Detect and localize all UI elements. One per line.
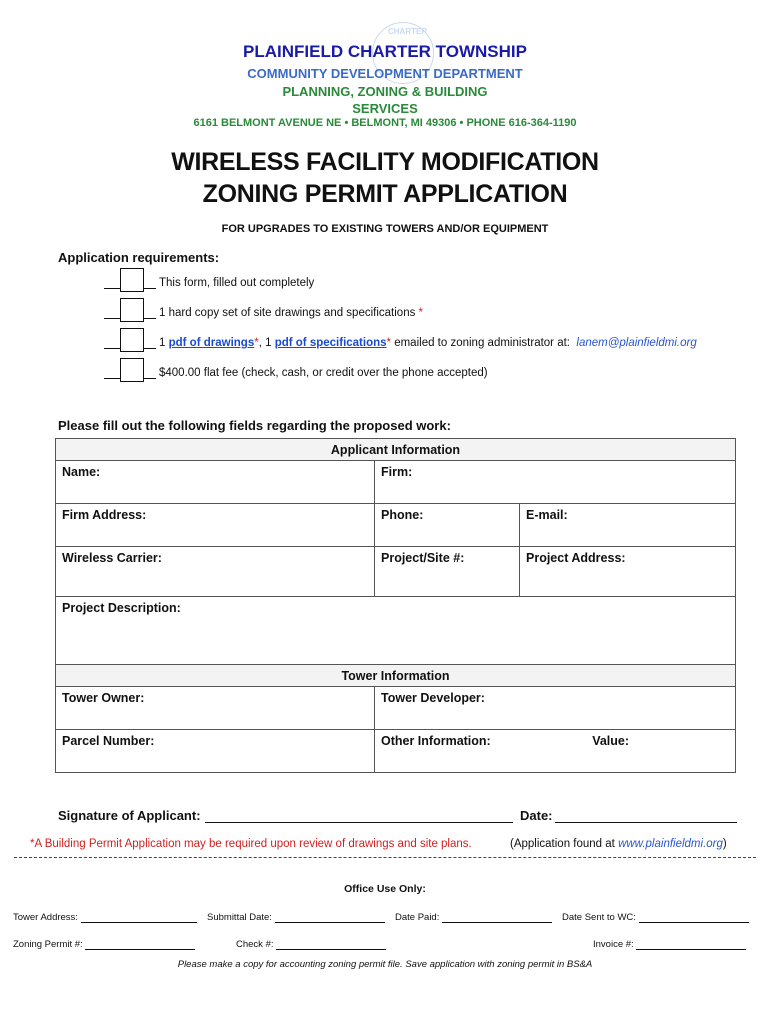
tower-address-label: Tower Address: xyxy=(13,912,78,923)
note2-post: ) xyxy=(722,838,727,850)
date-line[interactable] xyxy=(555,822,737,823)
req3-pre: 1 xyxy=(159,337,166,349)
date-paid-label: Date Paid: xyxy=(395,912,440,923)
requirement-checkbox-hardcopy[interactable] xyxy=(120,298,144,322)
page-subtitle: FOR UPGRADES TO EXISTING TOWERS AND/OR EQUIPMENT xyxy=(221,223,549,235)
wireless-carrier-field[interactable]: Wireless Carrier: xyxy=(56,547,375,597)
project-address-field[interactable]: Project Address: xyxy=(520,547,736,597)
title-line2: ZONING PERMIT APPLICATION xyxy=(202,180,568,208)
dept-name: COMMUNITY DEVELOPMENT DEPARTMENT xyxy=(247,66,523,81)
firm-field[interactable]: Firm: xyxy=(375,461,736,504)
tower-info-header: Tower Information xyxy=(56,665,736,687)
email-field[interactable]: E-mail: xyxy=(520,504,736,547)
requirement-checkbox-fee[interactable] xyxy=(120,358,144,382)
website-link[interactable]: www.plainfieldmi.org xyxy=(618,838,723,850)
requirement-text xyxy=(159,337,697,349)
applicant-info-header: Applicant Information xyxy=(56,439,736,461)
office-submittal-date xyxy=(207,912,385,923)
office-date-sent xyxy=(562,912,749,923)
office-tower-address xyxy=(13,912,197,923)
name-field[interactable]: Name: xyxy=(56,461,375,504)
tower-address-line[interactable] xyxy=(81,912,197,923)
req3-post: emailed to zoning administrator at: xyxy=(391,337,570,349)
tower-developer-field[interactable]: Tower Developer: xyxy=(375,687,736,730)
requirement-text: $400.00 flat fee (check, cash, or credit over the phone accepted) xyxy=(159,367,488,379)
submittal-date-line[interactable] xyxy=(275,912,385,923)
requirement-text-main: 1 hard copy set of site drawings and specifications xyxy=(159,307,416,319)
office-invoice xyxy=(593,939,746,950)
asterisk: * xyxy=(386,337,392,349)
phone-field[interactable]: Phone: xyxy=(375,504,520,547)
title-line1: WIRELESS FACILITY MODIFICATION xyxy=(171,148,599,176)
requirement-checkbox-form[interactable] xyxy=(120,268,144,292)
submittal-date-label: Submittal Date: xyxy=(207,912,272,923)
office-use-heading: Office Use Only: xyxy=(344,883,426,895)
division-name xyxy=(0,83,770,117)
office-check xyxy=(236,939,386,950)
note2-pre: (Application found at xyxy=(510,838,615,850)
asterisk: * xyxy=(418,307,424,319)
requirement-text: This form, filled out completely xyxy=(159,277,315,289)
page-title xyxy=(0,146,770,210)
date-sent-line[interactable] xyxy=(639,912,749,923)
division-line2: SERVICES xyxy=(352,101,418,116)
seal-text: CHARTER xyxy=(388,27,428,36)
requirement-checkbox-pdf[interactable] xyxy=(120,328,144,352)
signature-label: Signature of Applicant: xyxy=(58,808,201,823)
date-sent-label: Date Sent to WC: xyxy=(562,912,636,923)
signature-line[interactable] xyxy=(205,822,513,823)
footer-instruction: Please make a copy for accounting zoning permit file. Save application with zoning permit in BS&A xyxy=(177,959,593,970)
parcel-number-field[interactable]: Parcel Number: xyxy=(56,730,375,773)
pdf-specifications-link[interactable]: pdf of specifications xyxy=(274,337,387,349)
office-date-paid xyxy=(395,912,552,923)
req3-mid: , 1 xyxy=(258,337,272,349)
tower-owner-field[interactable]: Tower Owner: xyxy=(56,687,375,730)
invoice-line[interactable] xyxy=(636,939,746,950)
application-form-table xyxy=(55,438,736,773)
asterisk: * xyxy=(254,337,259,349)
zoning-permit-line[interactable] xyxy=(85,939,195,950)
project-site-field[interactable]: Project/Site #: xyxy=(375,547,520,597)
building-permit-note: *A Building Permit Application may be required upon review of drawings and site plans. xyxy=(30,838,472,850)
other-information-cell[interactable] xyxy=(375,730,736,773)
cut-line-divider xyxy=(14,857,756,858)
office-zoning-permit xyxy=(13,939,195,950)
project-description-field[interactable]: Project Description: xyxy=(56,597,736,665)
date-label: Date: xyxy=(520,808,553,823)
requirement-text xyxy=(159,307,423,319)
org-name: PLAINFIELD CHARTER TOWNSHIP xyxy=(243,42,527,61)
application-source-note xyxy=(510,838,727,850)
pdf-drawings-link[interactable]: pdf of drawings xyxy=(168,337,255,349)
check-label: Check #: xyxy=(236,939,274,950)
firm-address-field[interactable]: Firm Address: xyxy=(56,504,375,547)
date-paid-line[interactable] xyxy=(442,912,552,923)
check-line[interactable] xyxy=(276,939,386,950)
invoice-label: Invoice #: xyxy=(593,939,634,950)
other-information-label: Other Information: xyxy=(381,734,491,748)
address-line: 6161 BELMONT AVENUE NE • BELMONT, MI 49306 • PHONE 616-364-1190 xyxy=(193,117,577,129)
division-line1: PLANNING, ZONING & BUILDING xyxy=(282,84,488,99)
value-label: Value: xyxy=(592,734,630,748)
requirements-heading: Application requirements: xyxy=(58,250,220,265)
zoning-permit-label: Zoning Permit #: xyxy=(13,939,83,950)
zoning-admin-email[interactable]: lanem@plainfieldmi.org xyxy=(576,337,697,349)
form-heading: Please fill out the following fields regarding the proposed work: xyxy=(58,418,451,433)
